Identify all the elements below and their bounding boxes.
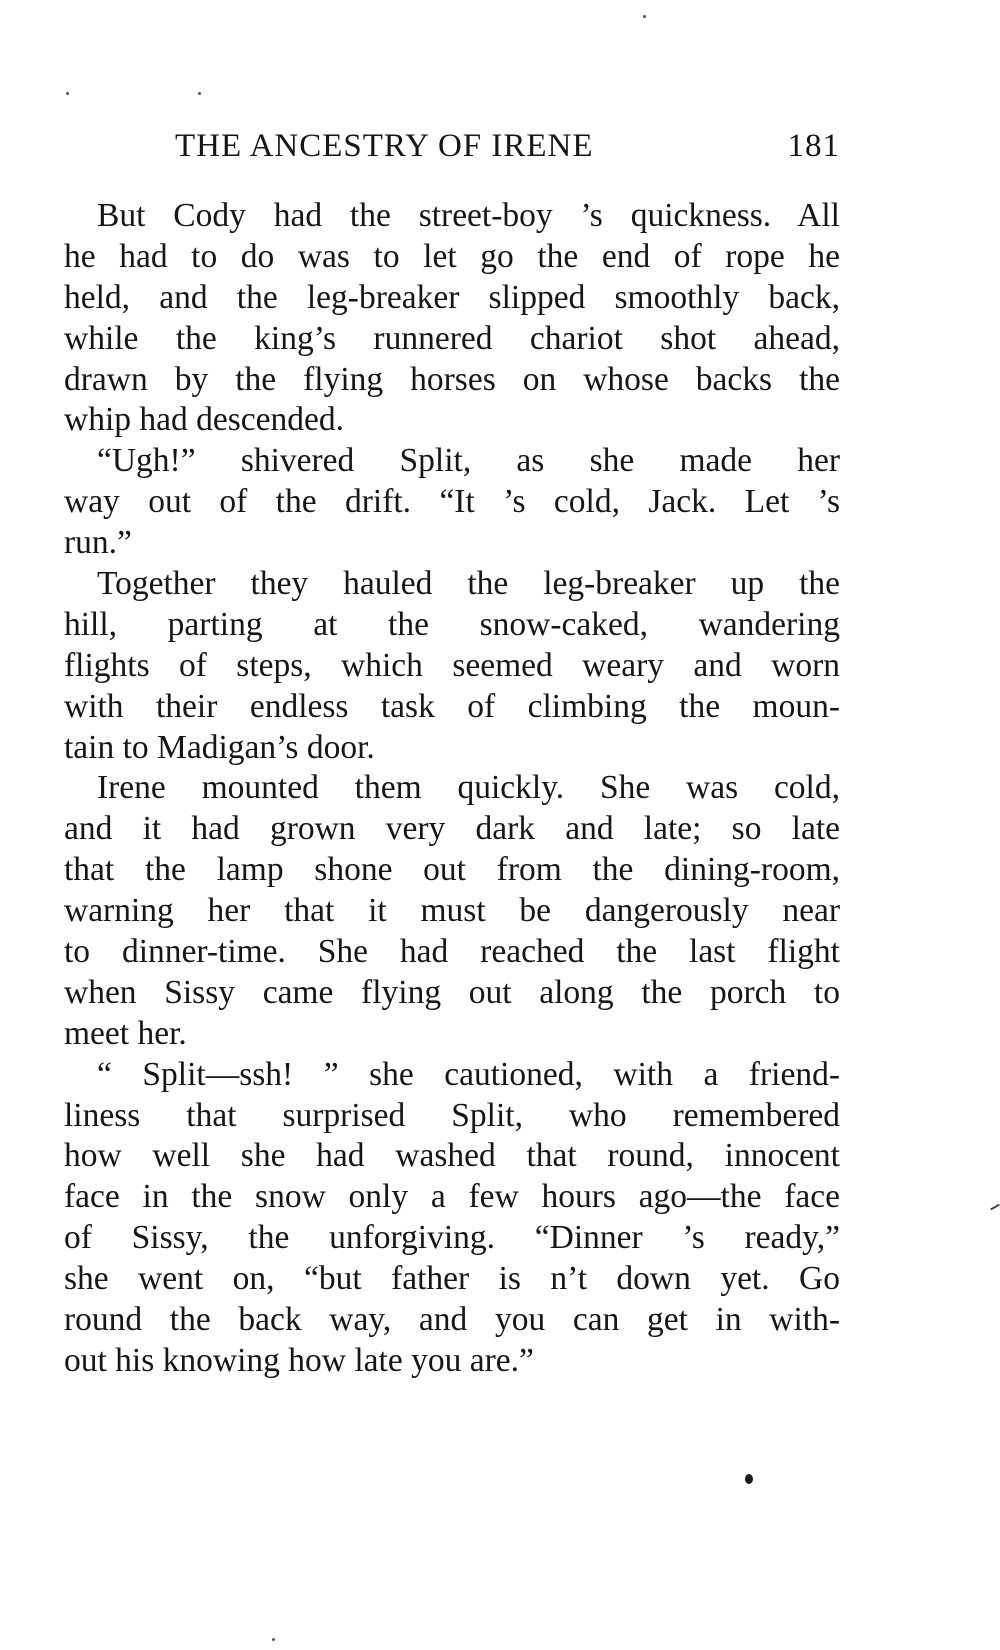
text-line: he had to do was to let go the end of rope he xyxy=(64,237,840,275)
text-line: Together they hauled the leg-breaker up the xyxy=(97,565,840,603)
text-line: whip had descended. xyxy=(64,401,345,439)
text-line: But Cody had the street-boy ’s quickness. All xyxy=(97,197,840,234)
print-speck xyxy=(66,92,69,95)
text-line: held, and the leg-breaker slipped smoothly back, xyxy=(64,278,840,316)
page-edge-mark xyxy=(990,1204,1000,1211)
text-line: hill, parting at the snow-caked, wandering xyxy=(64,605,840,643)
text-line: “Ugh!” shivered Split, as she made her xyxy=(97,442,840,480)
text-line: liness that surprised Split, who remembered xyxy=(64,1096,840,1134)
text-line: face in the snow only a few hours ago—the face xyxy=(64,1178,840,1216)
text-line: run.” xyxy=(64,524,132,562)
running-title: THE ANCESTRY OF IRENE xyxy=(175,128,594,164)
body-text xyxy=(64,196,840,1382)
text-line: while the king’s runnered chariot shot ahead, xyxy=(64,319,840,357)
text-line: how well she had washed that round, innocent xyxy=(64,1137,840,1175)
print-speck xyxy=(643,15,646,18)
text-line: way out of the drift. “It ’s cold, Jack. Let ’s xyxy=(64,483,840,521)
text-line: tain to Madigan’s door. xyxy=(64,728,375,766)
text-line: drawn by the flying horses on whose backs the xyxy=(64,360,840,398)
text-line: when Sissy came flying out along the porch to xyxy=(64,973,840,1011)
text-line: of Sissy, the unforgiving. “Dinner ’s ready,” xyxy=(64,1219,840,1257)
text-line: “ Split—ssh! ” she cautioned, with a friend- xyxy=(97,1055,840,1093)
print-speck xyxy=(272,1638,275,1641)
running-head xyxy=(175,124,840,168)
text-line: Irene mounted them quickly. She was cold, xyxy=(97,769,840,807)
text-line: out his knowing how late you are.” xyxy=(64,1341,534,1379)
text-line: flights of steps, which seemed weary and worn xyxy=(64,646,840,684)
text-line: she went on, “but father is n’t down yet. Go xyxy=(64,1260,840,1298)
text-line: round the back way, and you can get in with- xyxy=(64,1301,840,1339)
text-line: warning her that it must be dangerously near xyxy=(64,892,840,930)
page-number: 181 xyxy=(787,128,840,164)
text-line: and it had grown very dark and late; so late xyxy=(64,810,840,848)
text-line: meet her. xyxy=(64,1014,187,1052)
text-line: with their endless task of climbing the moun- xyxy=(64,687,840,725)
ink-dot xyxy=(745,1474,753,1484)
text-line: that the lamp shone out from the dining-room, xyxy=(64,851,840,889)
print-speck xyxy=(198,92,201,95)
text-line: to dinner-time. She had reached the last flight xyxy=(64,933,840,971)
